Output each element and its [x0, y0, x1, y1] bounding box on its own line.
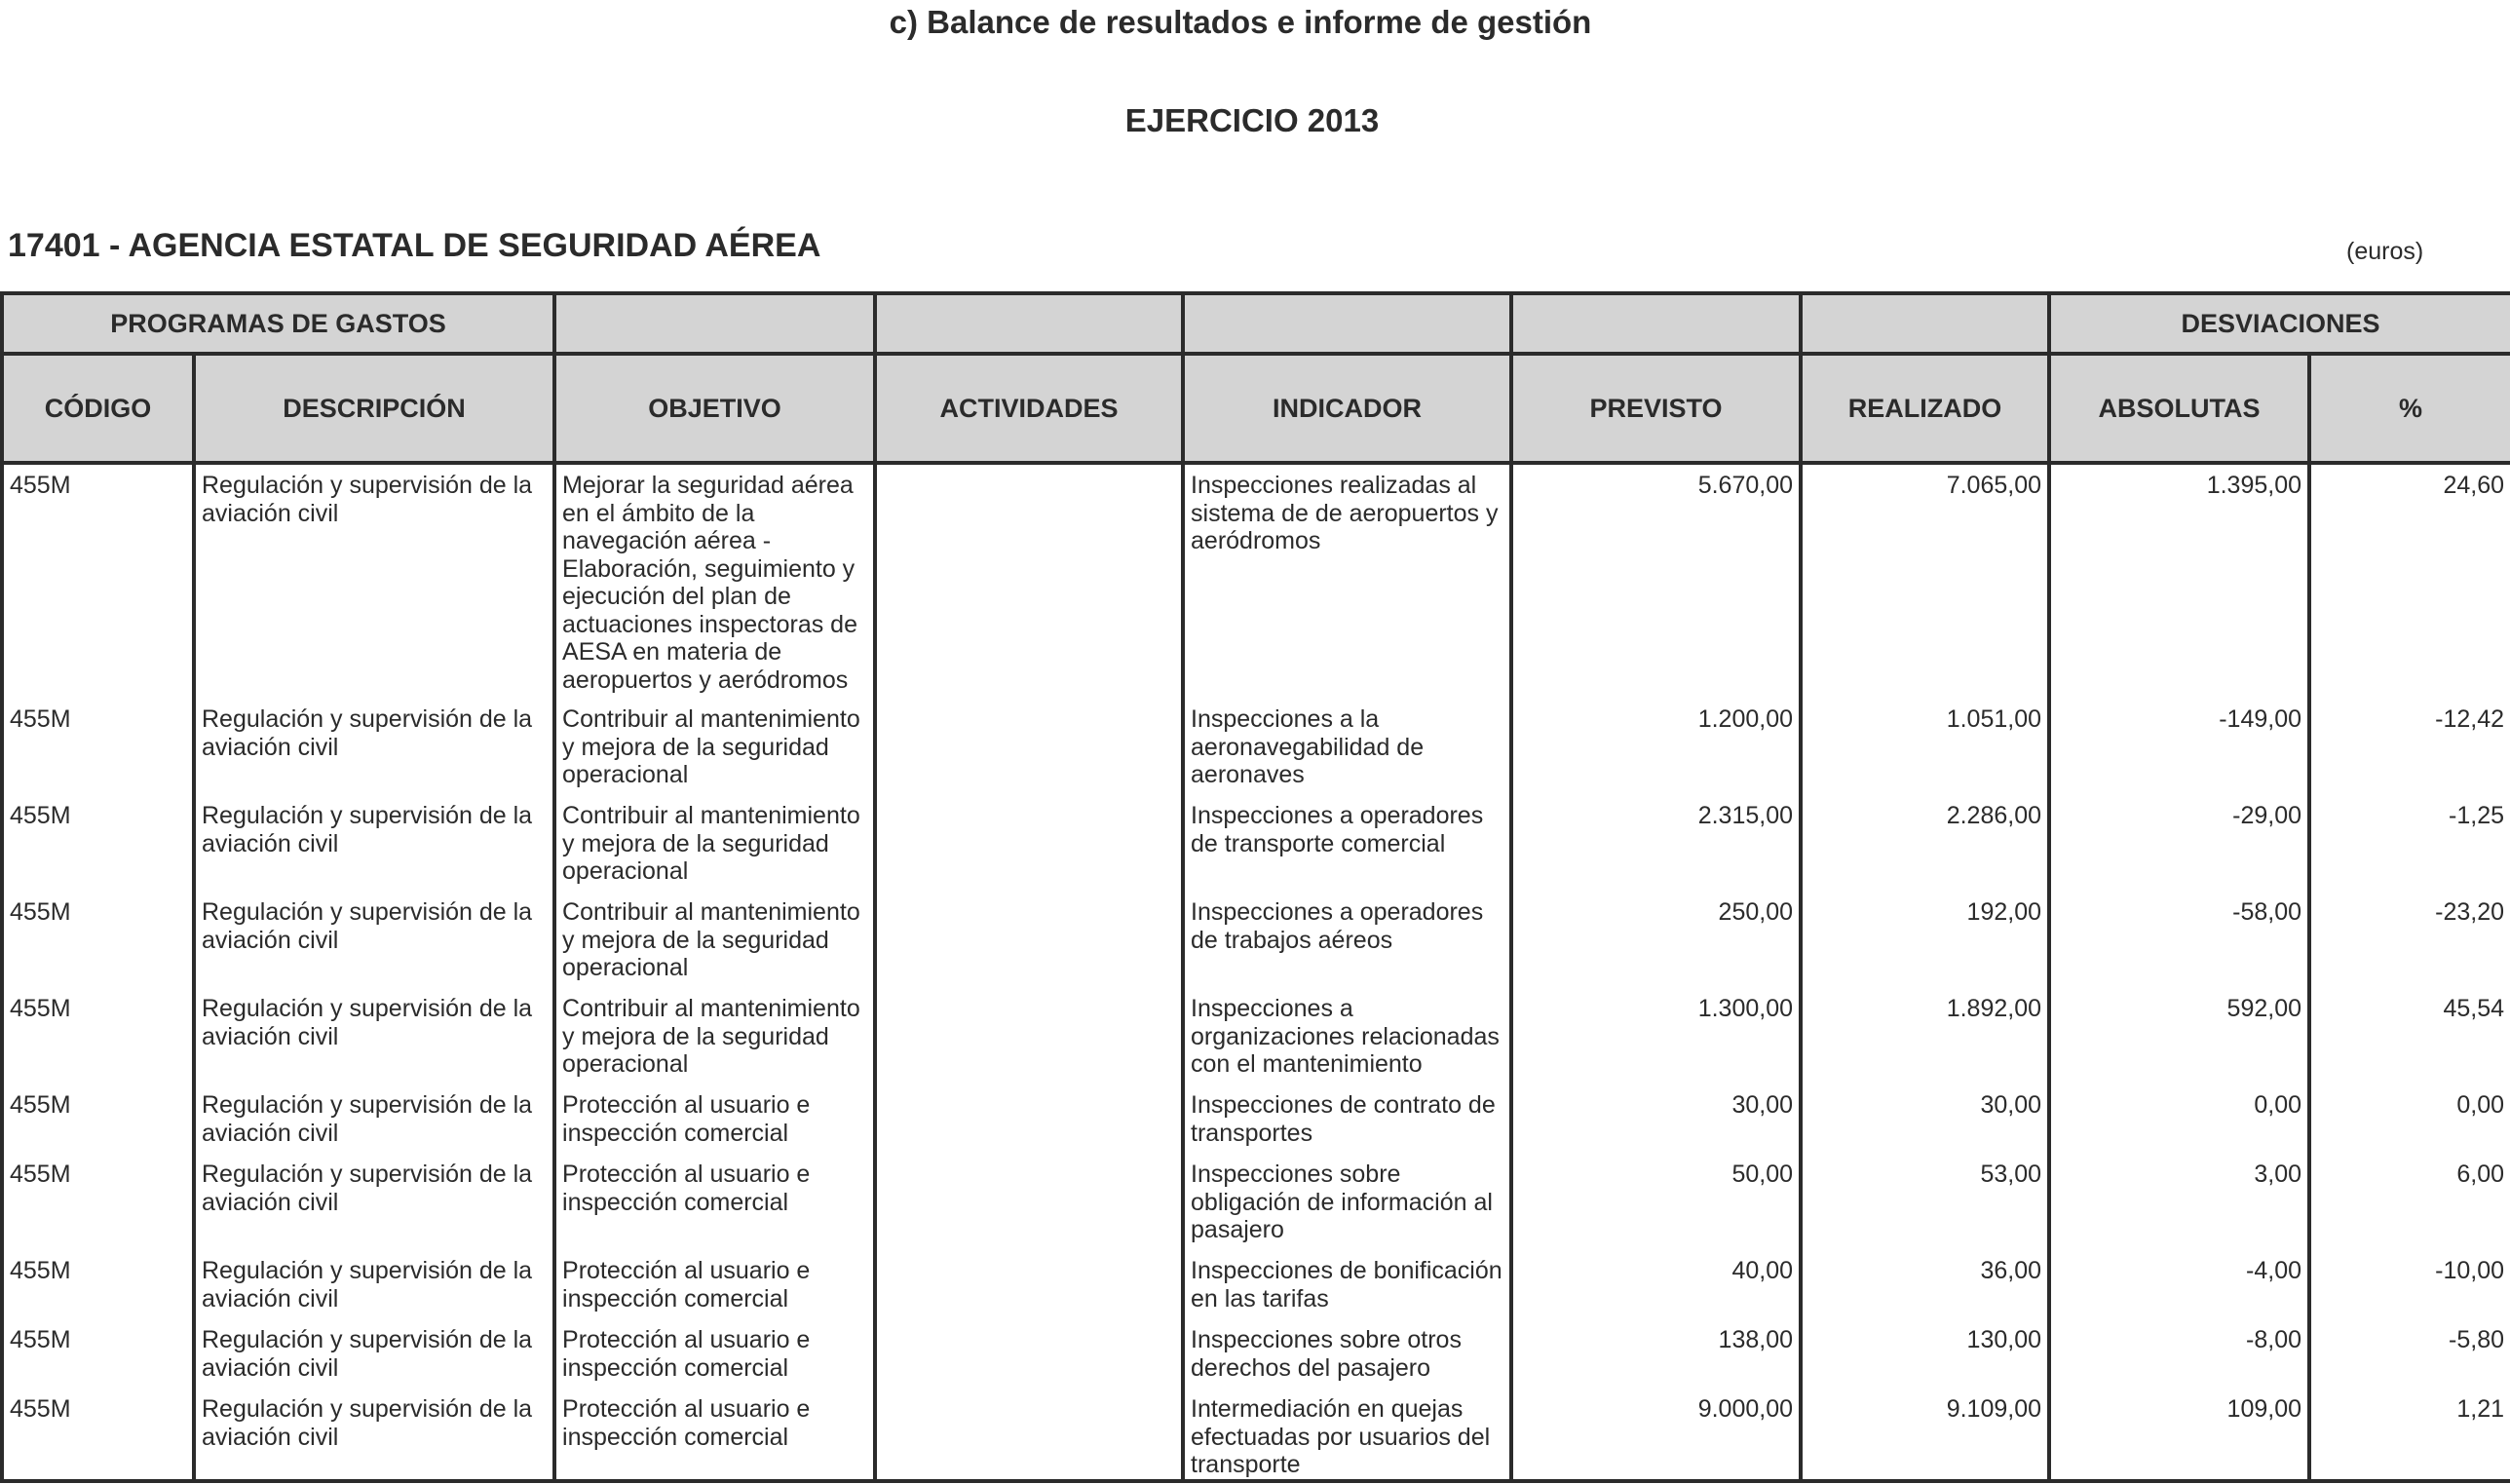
cell-absolutas: 3,00 [2049, 1154, 2309, 1250]
cell-porcentaje: 1,21 [2309, 1389, 2510, 1481]
cell-actividades [875, 699, 1183, 795]
cell-porcentaje: 6,00 [2309, 1154, 2510, 1250]
cell-actividades [875, 1154, 1183, 1250]
cell-codigo: 455M [2, 463, 194, 699]
document-title: c) Balance de resultados e informe de gestión [889, 4, 1592, 40]
column-header-previsto: PREVISTO [1511, 354, 1801, 463]
table-row [2, 699, 2510, 795]
column-header-objetivo: OBJETIVO [554, 354, 875, 463]
cell-codigo: 455M [2, 988, 194, 1084]
cell-porcentaje: -10,00 [2309, 1250, 2510, 1319]
column-header-codigo: CÓDIGO [2, 354, 194, 463]
cell-descripcion: Regulación y supervisión de la aviación civil [194, 1084, 554, 1154]
group-header-empty [875, 293, 1183, 354]
cell-descripcion: Regulación y supervisión de la aviación civil [194, 699, 554, 795]
cell-realizado: 130,00 [1801, 1319, 2049, 1389]
cell-previsto: 138,00 [1511, 1319, 1801, 1389]
cell-porcentaje: -23,20 [2309, 892, 2510, 988]
group-header-empty [1511, 293, 1801, 354]
column-header-absolutas: ABSOLUTAS [2049, 354, 2309, 463]
cell-absolutas: -29,00 [2049, 795, 2309, 892]
cell-codigo: 455M [2, 1389, 194, 1481]
cell-codigo: 455M [2, 892, 194, 988]
cell-objetivo: Protección al usuario e inspección comercial [554, 1250, 875, 1319]
cell-objetivo: Contribuir al mantenimiento y mejora de la seguridad operacional [554, 699, 875, 795]
cell-porcentaje: 0,00 [2309, 1084, 2510, 1154]
column-header-realizado: REALIZADO [1801, 354, 2049, 463]
cell-absolutas: -149,00 [2049, 699, 2309, 795]
group-header-row [2, 293, 2510, 354]
table-row [2, 795, 2510, 892]
cell-previsto: 250,00 [1511, 892, 1801, 988]
table-row [2, 988, 2510, 1084]
table-row [2, 1154, 2510, 1250]
cell-indicador: Inspecciones de bonificación en las tarifas [1183, 1250, 1511, 1319]
cell-porcentaje: -1,25 [2309, 795, 2510, 892]
cell-realizado: 30,00 [1801, 1084, 2049, 1154]
table-row [2, 892, 2510, 988]
cell-previsto: 9.000,00 [1511, 1389, 1801, 1481]
cell-previsto: 1.300,00 [1511, 988, 1801, 1084]
cell-actividades [875, 1389, 1183, 1481]
table-row [2, 1389, 2510, 1481]
cell-descripcion: Regulación y supervisión de la aviación civil [194, 892, 554, 988]
cell-objetivo: Contribuir al mantenimiento y mejora de la seguridad operacional [554, 988, 875, 1084]
cell-absolutas: 592,00 [2049, 988, 2309, 1084]
cell-realizado: 192,00 [1801, 892, 2049, 988]
cell-absolutas: -8,00 [2049, 1319, 2309, 1389]
cell-realizado: 7.065,00 [1801, 463, 2049, 699]
cell-porcentaje: 24,60 [2309, 463, 2510, 699]
cell-absolutas: 1.395,00 [2049, 463, 2309, 699]
table-row [2, 463, 2510, 699]
column-header-actividades: ACTIVIDADES [875, 354, 1183, 463]
cell-indicador: Intermediación en quejas efectuadas por usuarios del transporte [1183, 1389, 1511, 1481]
cell-realizado: 2.286,00 [1801, 795, 2049, 892]
results-table [0, 291, 2510, 1483]
cell-codigo: 455M [2, 699, 194, 795]
cell-realizado: 1.892,00 [1801, 988, 2049, 1084]
cell-objetivo: Mejorar la seguridad aérea en el ámbito de la navegación aérea - Elaboración, seguimiento y ejecución del plan de actuaciones inspectoras de AESA en materia de aeropuertos y aeródromos [554, 463, 875, 699]
group-header-desviaciones: DESVIACIONES [2049, 293, 2510, 354]
cell-objetivo: Protección al usuario e inspección comercial [554, 1084, 875, 1154]
cell-descripcion: Regulación y supervisión de la aviación civil [194, 988, 554, 1084]
cell-realizado: 53,00 [1801, 1154, 2049, 1250]
cell-indicador: Inspecciones realizadas al sistema de de aeropuertos y aeródromos [1183, 463, 1511, 699]
entity-heading: 17401 - AGENCIA ESTATAL DE SEGURIDAD AÉREA [8, 227, 821, 264]
cell-actividades [875, 1319, 1183, 1389]
cell-realizado: 1.051,00 [1801, 699, 2049, 795]
cell-indicador: Inspecciones sobre otros derechos del pasajero [1183, 1319, 1511, 1389]
column-header-porcentaje: % [2309, 354, 2510, 463]
group-header-empty [1801, 293, 2049, 354]
column-header-indicador: INDICADOR [1183, 354, 1511, 463]
cell-realizado: 9.109,00 [1801, 1389, 2049, 1481]
cell-porcentaje: 45,54 [2309, 988, 2510, 1084]
cell-indicador: Inspecciones a la aeronavegabilidad de aeronaves [1183, 699, 1511, 795]
cell-codigo: 455M [2, 1250, 194, 1319]
group-header-empty [1183, 293, 1511, 354]
cell-descripcion: Regulación y supervisión de la aviación civil [194, 795, 554, 892]
cell-objetivo: Contribuir al mantenimiento y mejora de la seguridad operacional [554, 892, 875, 988]
cell-descripcion: Regulación y supervisión de la aviación civil [194, 1319, 554, 1389]
cell-indicador: Inspecciones a operadores de trabajos aéreos [1183, 892, 1511, 988]
cell-actividades [875, 892, 1183, 988]
cell-codigo: 455M [2, 1084, 194, 1154]
cell-previsto: 1.200,00 [1511, 699, 1801, 795]
column-header-row [2, 354, 2510, 463]
cell-objetivo: Protección al usuario e inspección comercial [554, 1154, 875, 1250]
cell-indicador: Inspecciones sobre obligación de información al pasajero [1183, 1154, 1511, 1250]
cell-porcentaje: -12,42 [2309, 699, 2510, 795]
cell-porcentaje: -5,80 [2309, 1319, 2510, 1389]
cell-descripcion: Regulación y supervisión de la aviación civil [194, 1389, 554, 1481]
cell-objetivo: Protección al usuario e inspección comercial [554, 1319, 875, 1389]
cell-actividades [875, 988, 1183, 1084]
cell-indicador: Inspecciones de contrato de transportes [1183, 1084, 1511, 1154]
cell-descripcion: Regulación y supervisión de la aviación civil [194, 1154, 554, 1250]
cell-previsto: 5.670,00 [1511, 463, 1801, 699]
cell-codigo: 455M [2, 1154, 194, 1250]
cell-descripcion: Regulación y supervisión de la aviación civil [194, 1250, 554, 1319]
group-header-empty [554, 293, 875, 354]
cell-codigo: 455M [2, 795, 194, 892]
cell-actividades [875, 1084, 1183, 1154]
cell-realizado: 36,00 [1801, 1250, 2049, 1319]
cell-descripcion: Regulación y supervisión de la aviación civil [194, 463, 554, 699]
cell-actividades [875, 795, 1183, 892]
cell-indicador: Inspecciones a operadores de transporte comercial [1183, 795, 1511, 892]
document-subtitle: EJERCICIO 2013 [1124, 102, 1380, 138]
cell-objetivo: Contribuir al mantenimiento y mejora de la seguridad operacional [554, 795, 875, 892]
table-row [2, 1084, 2510, 1154]
cell-previsto: 30,00 [1511, 1084, 1801, 1154]
cell-absolutas: -58,00 [2049, 892, 2309, 988]
cell-previsto: 50,00 [1511, 1154, 1801, 1250]
group-header-programas: PROGRAMAS DE GASTOS [2, 293, 554, 354]
cell-previsto: 2.315,00 [1511, 795, 1801, 892]
cell-objetivo: Protección al usuario e inspección comercial [554, 1389, 875, 1481]
cell-indicador: Inspecciones a organizaciones relacionadas con el mantenimiento [1183, 988, 1511, 1084]
units-label: (euros) [2346, 238, 2424, 265]
cell-actividades [875, 463, 1183, 699]
table-row [2, 1250, 2510, 1319]
cell-absolutas: -4,00 [2049, 1250, 2309, 1319]
column-header-descripcion: DESCRIPCIÓN [194, 354, 554, 463]
cell-absolutas: 109,00 [2049, 1389, 2309, 1481]
table-row [2, 1319, 2510, 1389]
cell-absolutas: 0,00 [2049, 1084, 2309, 1154]
cell-previsto: 40,00 [1511, 1250, 1801, 1319]
cell-codigo: 455M [2, 1319, 194, 1389]
cell-actividades [875, 1250, 1183, 1319]
